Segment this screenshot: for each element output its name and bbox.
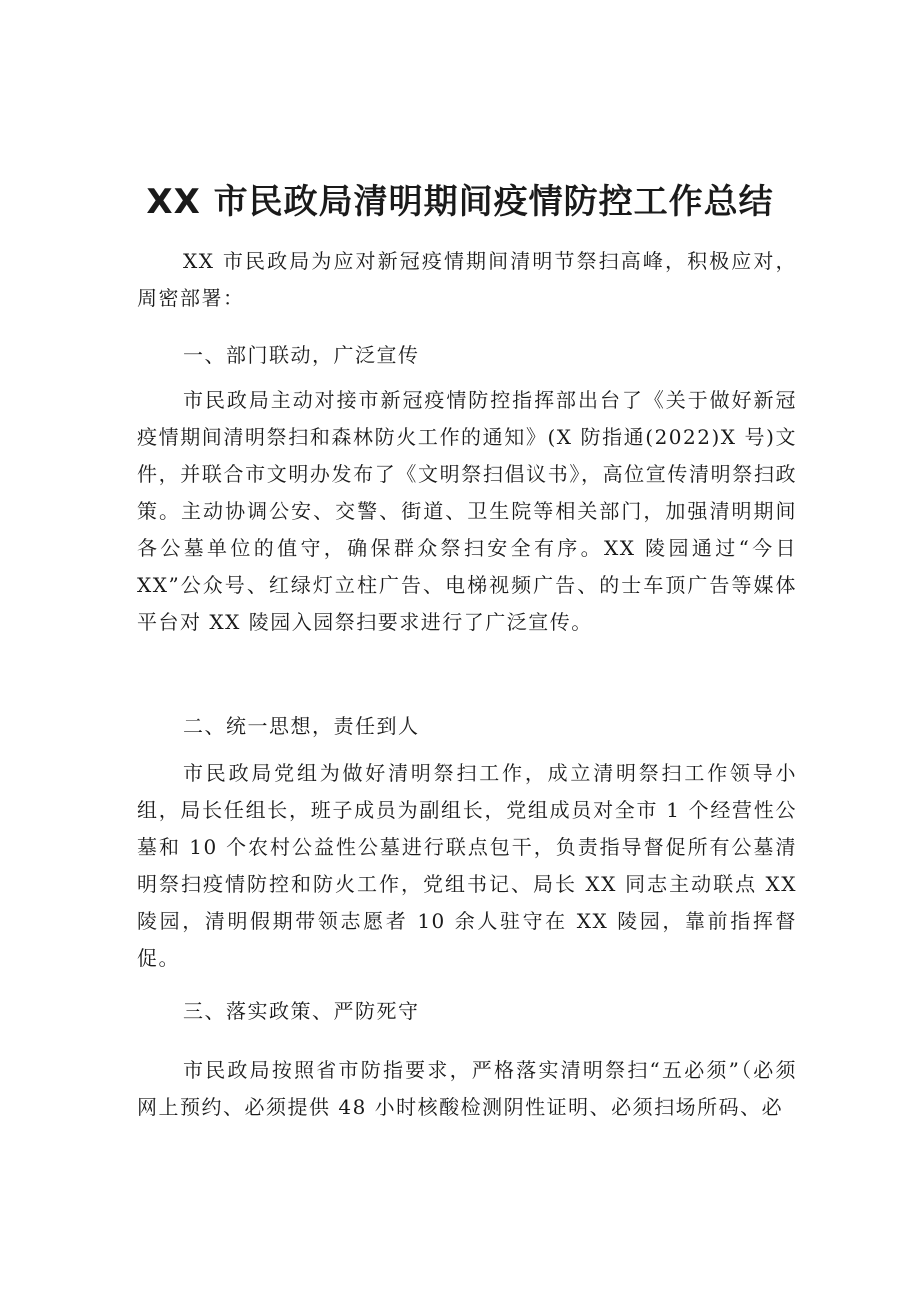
section-2-heading-block <box>137 708 797 745</box>
section-1-heading: 一、部门联动，广泛宣传 <box>183 343 420 367</box>
section-3-body-block <box>137 1052 797 1126</box>
section-1-body-block <box>137 382 797 641</box>
section-2-paragraph: 市民政局党组为做好清明祭扫工作，成立清明祭扫工作领导小组，局长任组长，班子成员为副组长，党组成员对全市 1 个经营性公墓和 10 个农村公益性公墓进行联点包干，负责指导督促所有公墓清明祭扫疫情防控和防火工作，党组书记、局长 XX 同志主动联点 XX 陵园，清明假期带领志愿者 10 余人驻守在 XX 陵园，靠前指挥督促。 <box>137 761 797 970</box>
section-2-body-block <box>137 755 797 977</box>
intro-paragraph: XX 市民政局为应对新冠疫情期间清明节祭扫高峰，积极应对，周密部署： <box>137 249 797 310</box>
section-3-heading-block <box>137 993 797 1030</box>
section-1-heading-block <box>137 337 797 374</box>
document-title: XX 市民政局清明期间疫情防控工作总结 <box>146 182 774 222</box>
intro-block <box>137 243 797 317</box>
section-3-heading: 三、落实政策、严防死守 <box>183 999 420 1023</box>
section-2-heading: 二、统一思想，责任到人 <box>183 714 420 738</box>
section-1-paragraph: 市民政局主动对接市新冠疫情防控指挥部出台了《关于做好新冠疫情期间清明祭扫和森林防火工作的通知》(X 防指通(2022)X 号)文件，并联合市文明办发布了《文明祭扫倡议书》，高位宣传清明祭扫政策。主动协调公安、交警、街道、卫生院等相关部门，加强清明期间各公墓单位的值守，确保群众祭扫安全有序。XX 陵园通过“今日XX”公众号、红绿灯立柱广告、电梯视频广告、的士车顶广告等媒体平台对 XX 陵园入园祭扫要求进行了广泛宣传。 <box>137 388 797 634</box>
section-3-paragraph: 市民政局按照省市防指要求，严格落实清明祭扫“五必须”（必须网上预约、必须提供 48 小时核酸检测阴性证明、必须扫场所码、必 <box>137 1058 797 1119</box>
